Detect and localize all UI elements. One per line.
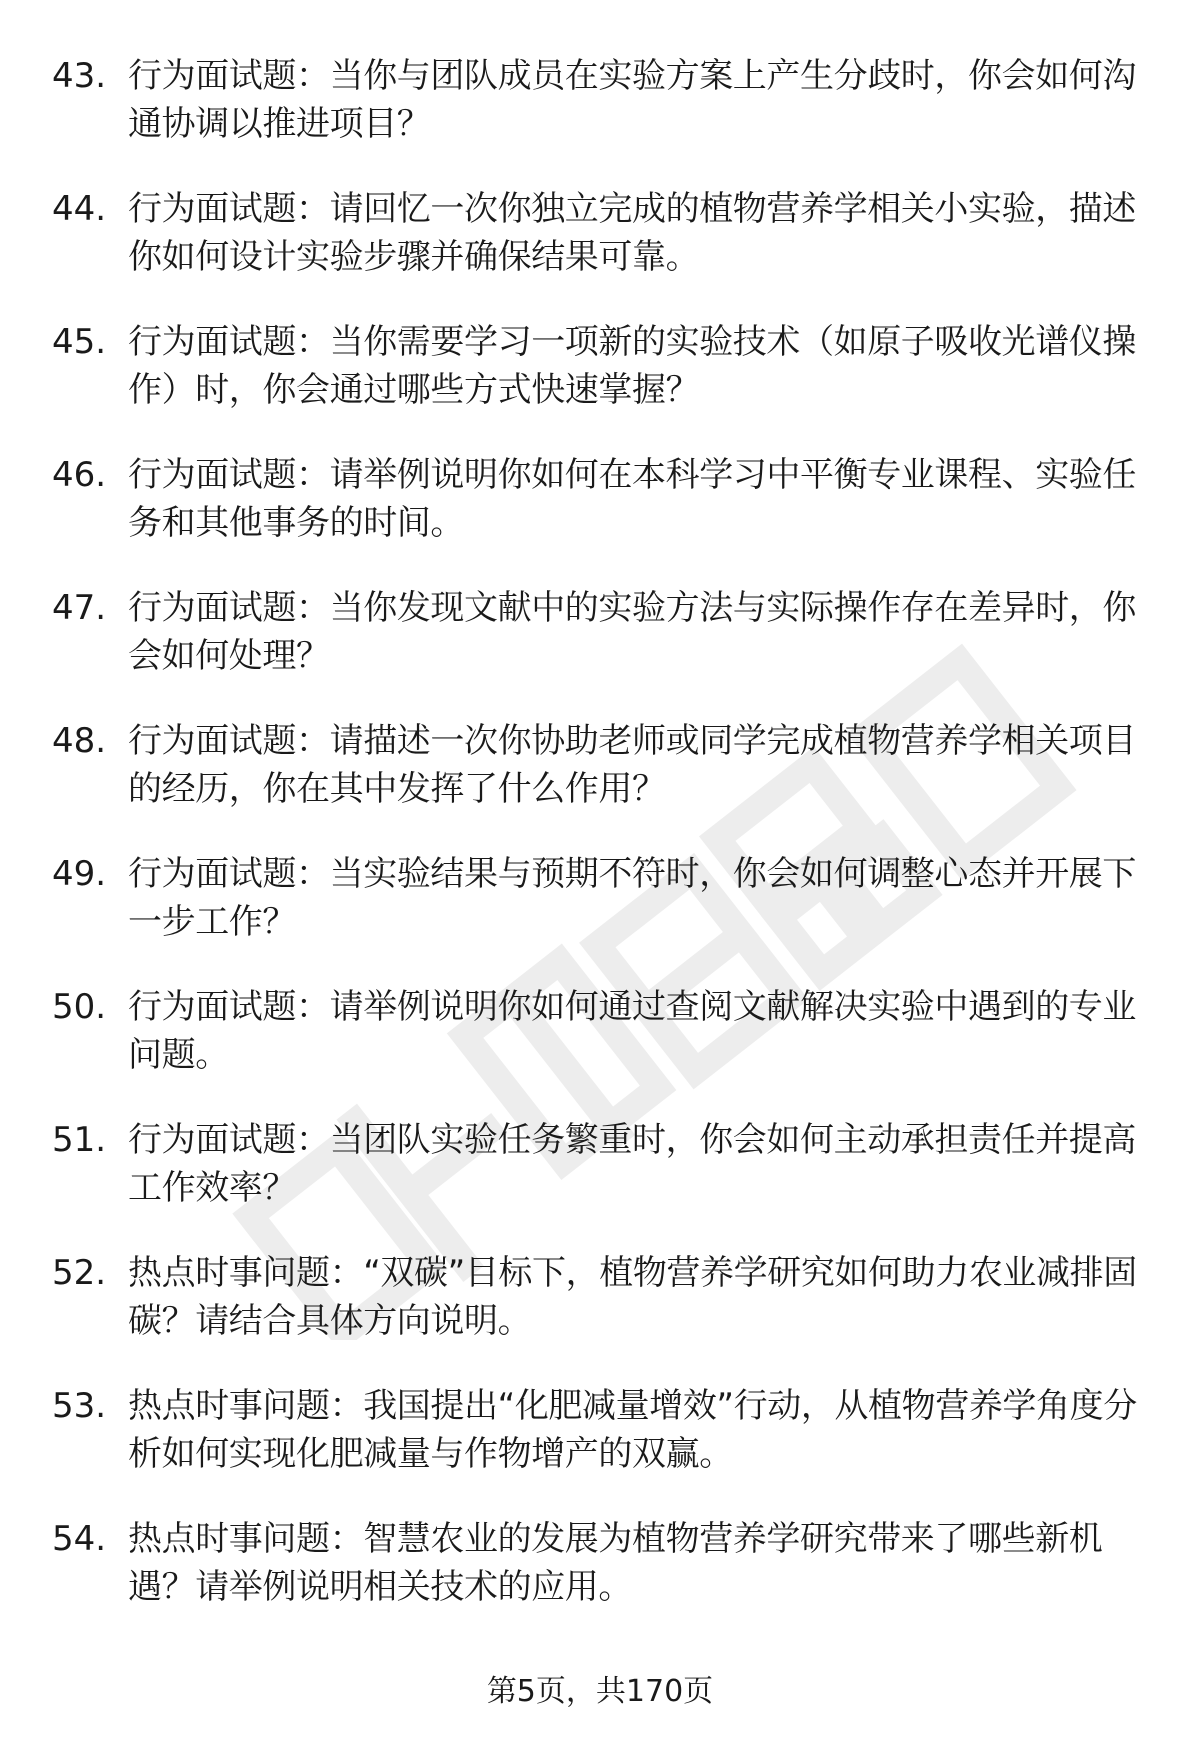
page-footer: [0, 1672, 1200, 1712]
question-number: 53.: [52, 1386, 107, 1426]
question-item: [0, 451, 1200, 584]
question-number: 54.: [52, 1519, 107, 1559]
question-number: 51.: [52, 1120, 107, 1160]
question-item: [0, 1249, 1200, 1382]
question-number: 48.: [52, 721, 107, 761]
question-text: 行为面试题：当团队实验任务繁重时，你会如何主动承担责任并提高工作效率？: [128, 1120, 1136, 1208]
question-text: 行为面试题：当你与团队成员在实验方案上产生分歧时，你会如何沟通协调以推进项目？: [128, 56, 1136, 144]
question-text: 行为面试题：请举例说明你如何在本科学习中平衡专业课程、实验任务和其他事务的时间。: [128, 455, 1136, 543]
question-text: 行为面试题：当实验结果与预期不符时，你会如何调整心态并开展下一步工作？: [128, 854, 1136, 942]
question-number: 43.: [52, 56, 107, 96]
question-text: 行为面试题：请描述一次你协助老师或同学完成植物营养学相关项目的经历，你在其中发挥了什么作用？: [128, 721, 1136, 809]
question-number: 46.: [52, 455, 107, 495]
question-item: [0, 1382, 1200, 1515]
question-number: 50.: [52, 987, 107, 1027]
question-item: [0, 983, 1200, 1116]
question-text: 行为面试题：当你发现文献中的实验方法与实际操作存在差异时，你会如何处理？: [128, 588, 1136, 676]
question-item: [0, 318, 1200, 451]
question-text: 行为面试题：请举例说明你如何通过查阅文献解决实验中遇到的专业问题。: [128, 987, 1136, 1075]
question-number: 44.: [52, 189, 107, 229]
question-text: 热点时事问题：智慧农业的发展为植物营养学研究带来了哪些新机遇？请举例说明相关技术的应用。: [128, 1519, 1103, 1607]
question-item: [0, 1116, 1200, 1249]
question-item: [0, 717, 1200, 850]
question-text: 行为面试题：请回忆一次你独立完成的植物营养学相关小实验，描述你如何设计实验步骤并确保结果可靠。: [128, 189, 1136, 277]
question-list: [0, 52, 1200, 1648]
question-number: 47.: [52, 588, 107, 628]
question-number: 49.: [52, 854, 107, 894]
question-text: 热点时事问题：我国提出“化肥减量增效”行动，从植物营养学角度分析如何实现化肥减量与作物增产的双赢。: [128, 1386, 1137, 1474]
page-number-label: 第5页，共170页: [486, 1674, 714, 1709]
question-item: [0, 52, 1200, 185]
question-item: [0, 1515, 1200, 1648]
question-text: 热点时事问题：“双碳”目标下，植物营养学研究如何助力农业减排固碳？请结合具体方向说明。: [128, 1253, 1137, 1341]
question-item: [0, 850, 1200, 983]
question-item: [0, 185, 1200, 318]
question-number: 52.: [52, 1253, 107, 1293]
question-text: 行为面试题：当你需要学习一项新的实验技术（如原子吸收光谱仪操作）时，你会通过哪些方式快速掌握？: [128, 322, 1136, 410]
question-number: 45.: [52, 322, 107, 362]
question-item: [0, 584, 1200, 717]
